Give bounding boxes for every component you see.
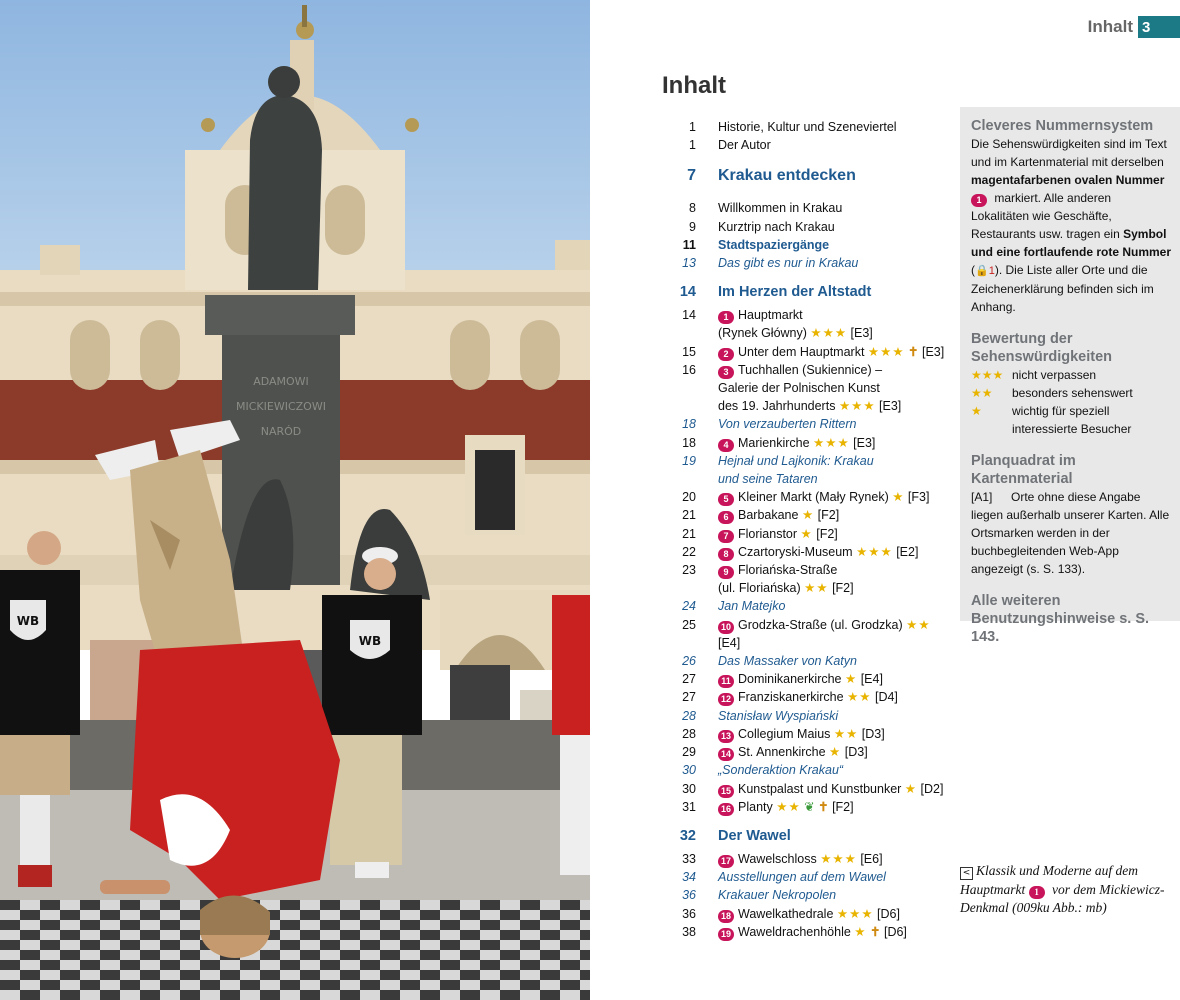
star-icon: ★★ xyxy=(776,799,801,814)
star-icon: ★ xyxy=(854,924,867,939)
photo-caption: < Klassik und Moderne auf dem Hauptmarkt 1 vor dem Mickiewicz-Denkmal (009ku Abb.: mb) xyxy=(960,863,1165,915)
toc-entry xyxy=(676,254,956,272)
grid-reference: [F2] xyxy=(816,526,838,541)
grid-reference: [D6] xyxy=(883,924,907,939)
toc-entry xyxy=(676,218,956,236)
page-number: 3 xyxy=(1138,16,1180,38)
toc-entry-text: „Sonderaktion Krakau“ xyxy=(718,763,844,778)
star-icon: ★ xyxy=(971,404,982,418)
info-numbering-title: Cleveres Nummernsystem xyxy=(971,118,1154,134)
toc-entry-text: Das gibt es nur in Krakau xyxy=(718,256,859,271)
toc-entry-text: Von verzauberten Rittern xyxy=(718,417,857,432)
toc-entry xyxy=(676,670,956,688)
toc-entry xyxy=(676,923,956,941)
toc-page-number: 28 xyxy=(682,708,696,723)
toc-entry xyxy=(676,652,956,670)
shirt-logo-left: WB xyxy=(16,614,40,628)
info-rating-title: Bewertung der Sehenswürdigkeiten xyxy=(971,331,1113,365)
info-numbering-text: Die Sehenswürdigkeiten sind im Text und im Kartenmaterial mit derselben magentafarbenen ovalen Nummer 1 markiert. Alle anderen Lokalitäten wie Geschäfte, Restaurants usw. tragen ein Symbol und eine fortlaufende rote Nummer (🔒1). Die Liste aller Orte und die Zeichenerklärung befinden sich im Anhang. xyxy=(971,137,1172,314)
toc-entry-text: Krakauer Nekropolen xyxy=(718,888,837,903)
bullet-icon: 7 xyxy=(718,530,734,543)
toc-page-number: 19 xyxy=(682,453,696,468)
toc-page-number: 28 xyxy=(682,726,696,741)
toc-page-number: 9 xyxy=(689,219,696,234)
toc-page-number: 15 xyxy=(682,344,696,359)
toc-page-number: 21 xyxy=(682,508,696,523)
toc-entry-text: 15 Kunstpalast und Kunstbunker ★ [D2] xyxy=(718,780,956,798)
toc-page-number: 33 xyxy=(682,851,696,866)
toc-entry xyxy=(676,597,956,615)
bullet-icon: 10 xyxy=(718,621,734,634)
info-numbering xyxy=(971,117,1172,316)
family-icon: ✝ xyxy=(818,799,829,814)
toc-entry xyxy=(676,415,956,433)
toc-entry-text: Ausstellungen auf dem Wawel xyxy=(718,870,886,885)
bullet-icon: 16 xyxy=(718,803,734,816)
toc-entry-text: 12 Franziskanerkirche ★★ [D4] xyxy=(718,688,956,706)
toc-entry-text: 5 Kleiner Markt (Mały Rynek) ★ [F3] xyxy=(718,488,956,506)
toc-entry xyxy=(676,798,956,816)
toc-entry-text: Der Autor xyxy=(718,138,771,153)
toc-page-number: 18 xyxy=(682,417,696,432)
toc-page-number: 14 xyxy=(679,284,696,301)
grid-reference: [E3] xyxy=(853,435,876,450)
toc-entry-text: Jan Matejko xyxy=(718,599,786,614)
toc-page-number: 1 xyxy=(689,138,696,153)
toc-entry-text: Kurztrip nach Krakau xyxy=(718,219,835,234)
toc-entry-text: 16 Planty ★★ ❦ ✝ [F2] xyxy=(718,798,956,816)
toc-entry-text: und seine Tataren xyxy=(718,472,818,487)
toc-entry xyxy=(676,452,956,470)
toc-entry xyxy=(676,886,956,904)
bullet-icon: 4 xyxy=(718,439,734,452)
toc-entry-text: 17 Wawelschloss ★★★ [E6] xyxy=(718,850,956,868)
grid-reference: [E3] xyxy=(922,344,945,359)
lock-icon: 🔒1 xyxy=(975,265,995,277)
bullet-icon: 2 xyxy=(718,348,734,361)
toc-entry xyxy=(676,707,956,725)
bullet-icon: 13 xyxy=(718,730,734,743)
toc-entry xyxy=(676,199,956,217)
toc-entry xyxy=(676,361,956,379)
toc-entry-text: 13 Collegium Maius ★★ [D3] xyxy=(718,725,956,743)
toc-entry-text: Das Massaker von Katyn xyxy=(718,654,857,669)
toc-page-number: 25 xyxy=(682,617,696,632)
star-icon: ★★★ xyxy=(838,399,876,414)
inscription-line3: NARÓD xyxy=(260,425,302,438)
arrow-left-icon: < xyxy=(960,867,973,880)
grid-reference: [F2] xyxy=(817,508,840,523)
toc-page-number: 36 xyxy=(682,888,696,903)
info-box xyxy=(960,107,1180,645)
toc-page-number: 31 xyxy=(682,799,696,814)
toc-entry-text: 7 Florianstor ★ [F2] xyxy=(718,525,956,543)
toc-entry xyxy=(676,850,956,868)
bullet-icon: 18 xyxy=(718,910,734,923)
grid-reference: [E4] xyxy=(860,672,883,687)
toc-page-number: 34 xyxy=(682,870,696,885)
bullet-icon: 17 xyxy=(718,855,734,868)
toc-page-number: 11 xyxy=(682,237,696,252)
star-icon: ★ xyxy=(800,526,813,541)
rating-row: ★★★ nicht verpassen xyxy=(971,368,1097,382)
star-icon: ★ xyxy=(829,745,842,760)
toc-entry-text: Stanisław Wyspiański xyxy=(718,708,839,723)
toc-entry xyxy=(676,561,956,579)
star-icon: ★★ xyxy=(847,690,872,705)
toc-page-number: 32 xyxy=(679,827,696,844)
toc-entry xyxy=(676,525,956,543)
bullet-icon: 3 xyxy=(718,366,734,379)
toc-entry-text: Willkommen in Krakau xyxy=(718,201,843,216)
table-of-contents xyxy=(676,118,956,941)
star-icon: ★★ xyxy=(971,386,993,400)
grid-reference: [E2] xyxy=(896,544,919,559)
toc-page-number: 27 xyxy=(682,672,696,687)
info-more xyxy=(971,592,1172,646)
info-grid: Planquadrat im Kartenmaterial [A1] Orte ohne diese Angabe liegen außerhalb unserer Karten. Alle Ortsmarken werden in der buchbegleitenden Web-App angezeigt (s. S. 133). xyxy=(971,452,1172,578)
grid-reference: [E4] xyxy=(718,635,741,650)
grid-reference: [F3] xyxy=(907,490,930,505)
grid-reference: [E3] xyxy=(879,399,902,414)
toc-entry-text: Hejnał und Lajkonik: Krakau xyxy=(718,453,874,468)
toc-entry xyxy=(676,470,956,488)
toc-entry xyxy=(676,118,956,136)
star-icon: ★★★ xyxy=(836,906,874,921)
toc-entry xyxy=(676,688,956,706)
star-icon: ★★ xyxy=(833,726,859,741)
park-icon: ❦ xyxy=(804,799,815,814)
toc-entry xyxy=(676,343,956,361)
inscription-line2: MICKIEWICZOWI xyxy=(236,400,326,413)
toc-entry-text: 8 Czartoryski-Museum ★★★ [E2] xyxy=(718,543,956,561)
toc-entry-text: 9 Floriańska-Straße xyxy=(718,561,956,579)
bullet-icon: 1 xyxy=(718,311,734,324)
toc-entry-text: (ul. Floriańska) ★★ [F2] xyxy=(718,581,854,596)
toc-entry xyxy=(676,236,956,254)
star-icon: ★★★ xyxy=(810,326,848,341)
toc-entry xyxy=(676,488,956,506)
toc-page-number: 30 xyxy=(682,763,696,778)
bullet-icon: 1 xyxy=(1029,886,1045,899)
toc-entry-text: Galerie der Polnischen Kunst xyxy=(718,381,880,396)
toc-entry-text: 3 Tuchhallen (Sukiennice) – xyxy=(718,361,956,379)
grid-reference: [D6] xyxy=(877,906,900,921)
bullet-icon: 6 xyxy=(718,511,734,524)
toc-entry xyxy=(676,397,956,415)
rating-row: ★ wichtig für speziell interessierte Besucher xyxy=(971,404,1132,436)
star-icon: ★★★ xyxy=(820,851,857,866)
toc-page-number: 26 xyxy=(682,654,696,669)
toc-entry xyxy=(676,743,956,761)
toc-entry-text: 1 Hauptmarkt xyxy=(718,306,956,324)
star-icon: ★★★ xyxy=(856,544,893,559)
bullet-icon: 11 xyxy=(718,675,734,688)
toc-entry xyxy=(676,725,956,743)
toc-page-number: 24 xyxy=(682,599,696,614)
toc-page-number: 13 xyxy=(682,256,696,271)
toc-entry-text: 4 Marienkirche ★★★ [E3] xyxy=(718,434,956,452)
toc-entry xyxy=(676,543,956,561)
toc-page-number: 27 xyxy=(682,690,696,705)
toc-page-number: 18 xyxy=(682,435,696,450)
family-icon: ✝ xyxy=(870,924,881,939)
bullet-icon: 1 xyxy=(971,194,987,207)
toc-entry xyxy=(676,905,956,923)
toc-page-number: 14 xyxy=(682,308,696,323)
toc-entry-text: 18 Wawelkathedrale ★★★ [D6] xyxy=(718,905,956,923)
toc-page-number: 36 xyxy=(682,906,696,921)
grid-reference: [F2] xyxy=(832,581,854,596)
toc-entry xyxy=(676,166,956,185)
toc-entry-text: des 19. Jahrhunderts ★★★ [E3] xyxy=(718,399,902,414)
toc-entry xyxy=(676,379,956,397)
grid-reference: [E3] xyxy=(850,326,873,341)
toc-page-number: 30 xyxy=(682,781,696,796)
toc-entry xyxy=(676,868,956,886)
family-icon: ✝ xyxy=(908,344,919,359)
toc-page-number: 16 xyxy=(682,362,696,377)
star-icon: ★★★ xyxy=(971,368,1004,382)
toc-entry-text: (Rynek Główny) ★★★ [E3] xyxy=(718,326,873,341)
toc-entry xyxy=(676,616,956,652)
toc-entry-text: Historie, Kultur und Szeneviertel xyxy=(718,120,897,134)
toc-page-number: 7 xyxy=(687,167,696,185)
info-more-title: Alle weiteren Benutzungshinweise s. S. 143. xyxy=(971,593,1150,645)
toc-entry-text: 6 Barbakane ★ [F2] xyxy=(718,506,956,524)
toc-entry-text: 2 Unter dem Hauptmarkt ★★★ ✝ [E3] xyxy=(718,343,956,361)
grid-reference: [D3] xyxy=(861,726,885,741)
toc-page-number: 38 xyxy=(682,924,696,939)
bullet-icon: 9 xyxy=(718,566,734,579)
bullet-icon: 12 xyxy=(718,693,734,706)
info-rating xyxy=(971,330,1172,438)
star-icon: ★★ xyxy=(906,617,931,632)
grid-reference: [F2] xyxy=(832,799,854,814)
toc-page-number: 20 xyxy=(682,490,696,505)
toc-entry-text: Der Wawel xyxy=(718,827,791,844)
toc-entry xyxy=(676,324,956,342)
star-icon: ★ xyxy=(801,508,815,523)
toc-entry xyxy=(676,306,956,324)
bullet-icon: 15 xyxy=(718,785,734,798)
toc-entry-text: Stadtspaziergänge xyxy=(718,237,830,252)
toc-page-number: 29 xyxy=(682,745,696,760)
star-icon: ★ xyxy=(845,672,858,687)
toc-page-number: 22 xyxy=(682,544,696,559)
star-icon: ★ xyxy=(892,490,905,505)
toc-entry-text: 19 Waweldrachenhöhle ★ ✝ [D6] xyxy=(718,923,956,941)
bullet-icon: 14 xyxy=(718,748,734,761)
toc-entry xyxy=(676,827,956,846)
info-grid-title: Planquadrat im Kartenmaterial xyxy=(971,453,1076,487)
grid-reference: [D4] xyxy=(874,690,898,705)
star-icon: ★ xyxy=(904,781,918,796)
bullet-icon: 8 xyxy=(718,548,734,561)
shirt-logo-right: WB xyxy=(358,634,382,648)
toc-page-number: 1 xyxy=(689,120,696,134)
toc-entry xyxy=(676,434,956,452)
toc-entry xyxy=(676,283,956,302)
star-icon: ★★ xyxy=(804,581,829,596)
toc-entry xyxy=(676,506,956,524)
toc-entry xyxy=(676,136,956,154)
toc-entry-text: 11 Dominikanerkirche ★ [E4] xyxy=(718,670,956,688)
bullet-icon: 19 xyxy=(718,928,734,941)
toc-entry-text: 14 St. Annenkirche ★ [D3] xyxy=(718,743,956,761)
toc-page-number: 21 xyxy=(682,526,696,541)
grid-reference: [E6] xyxy=(860,851,883,866)
star-icon: ★★★ xyxy=(813,435,850,450)
running-header xyxy=(1088,16,1180,38)
toc-entry-text: Krakau entdecken xyxy=(718,167,856,185)
toc-title: Inhalt xyxy=(662,72,726,99)
star-icon: ★★★ xyxy=(867,344,905,359)
toc-entry xyxy=(676,761,956,779)
toc-entry xyxy=(676,579,956,597)
toc-entry-text: 10 Grodzka-Straße (ul. Grodzka) ★★ [E4] xyxy=(718,617,931,650)
bullet-icon: 5 xyxy=(718,493,734,506)
header-label: Inhalt xyxy=(1087,17,1133,36)
grid-reference: [D3] xyxy=(844,745,868,760)
inscription-line1: ADAMOWI xyxy=(253,375,309,388)
grid-reference: [D2] xyxy=(920,781,944,796)
toc-page-number: 23 xyxy=(682,563,696,578)
toc-entry-text: Im Herzen der Altstadt xyxy=(718,284,872,301)
toc-entry xyxy=(676,780,956,798)
toc-page-number: 8 xyxy=(689,201,696,216)
rating-row: ★★ besonders sehenswert xyxy=(971,386,1133,400)
